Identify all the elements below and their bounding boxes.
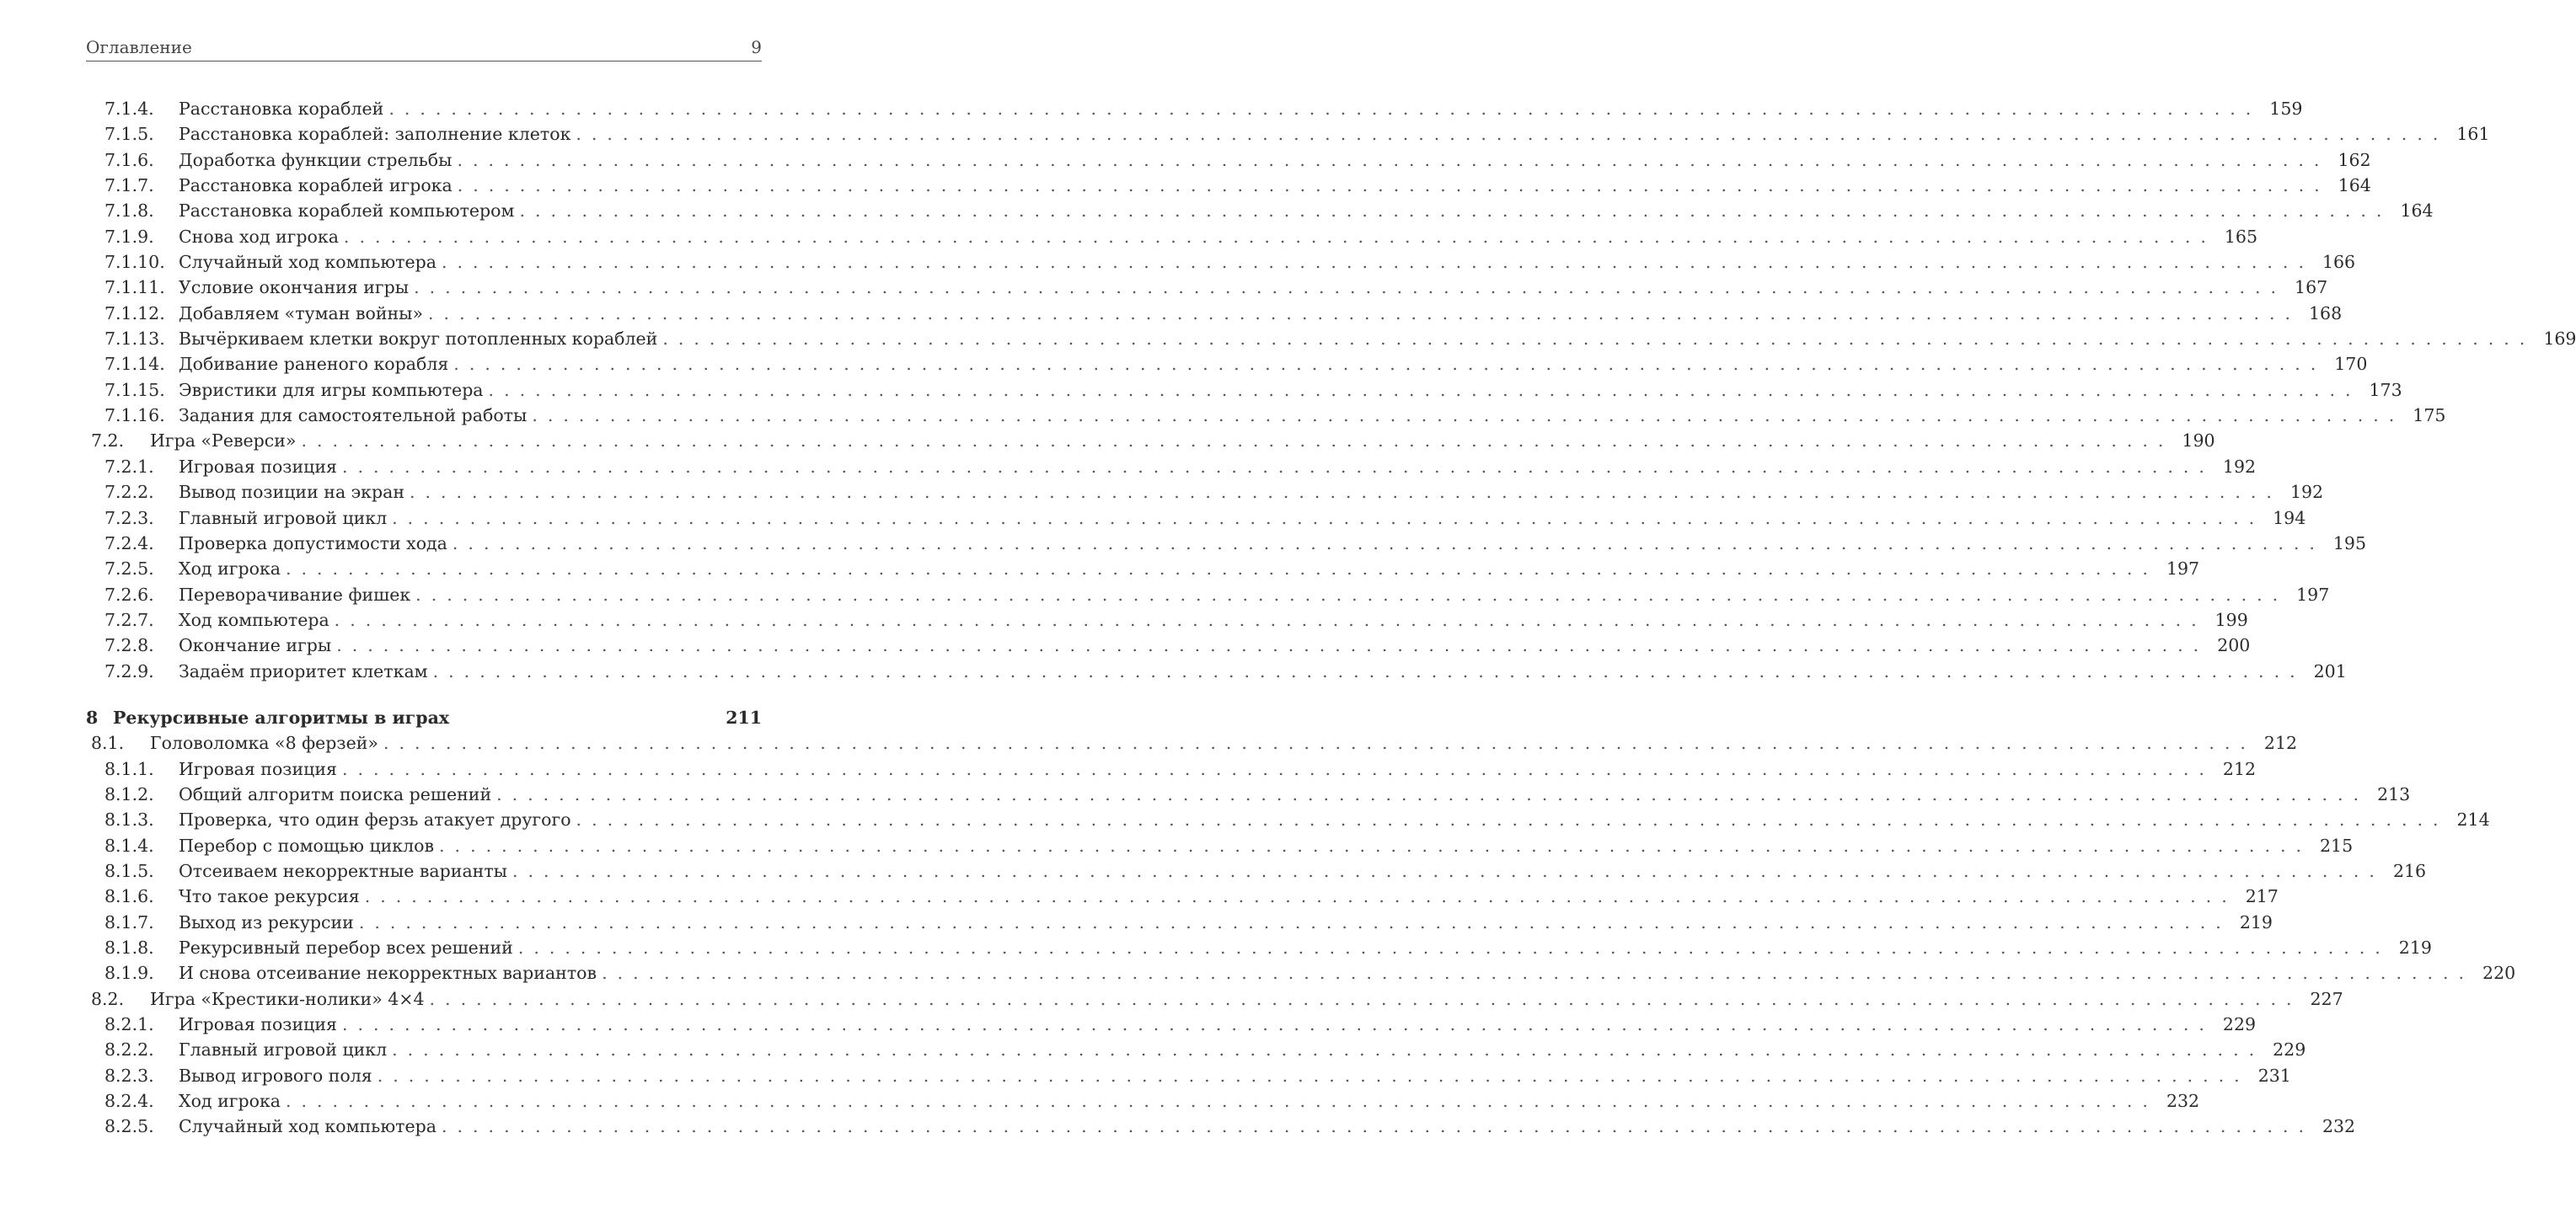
toc-entry-title: Игровая позиция bbox=[179, 454, 342, 479]
toc-entry[interactable] bbox=[86, 479, 2324, 505]
dot-leader: ........................................................................................................................ bbox=[301, 430, 2174, 452]
toc-entry-title: Расстановка кораблей игрока bbox=[179, 173, 458, 198]
toc-entry-number: 8.1.8. bbox=[104, 938, 154, 958]
toc-entry[interactable] bbox=[86, 249, 2356, 275]
toc-entry-body bbox=[179, 121, 2490, 147]
toc-entry-number: 8.1. bbox=[91, 733, 125, 754]
toc-entry-body bbox=[179, 607, 2248, 633]
toc-entry-title: Вывод позиции на экран bbox=[179, 479, 410, 505]
dot-leader: ........................................................................................................................ bbox=[576, 810, 2449, 831]
dot-leader: ........................................................................................................................ bbox=[392, 507, 2265, 528]
toc-entry-page: 212 bbox=[2263, 733, 2298, 754]
toc-entry-title: Игровая позиция bbox=[179, 756, 342, 782]
toc-entry[interactable] bbox=[86, 858, 2427, 884]
dot-leader: ........................................................................................................................ bbox=[414, 277, 2287, 298]
toc-entry-body bbox=[179, 807, 2490, 832]
toc-entry-number: 7.1.14. bbox=[104, 354, 165, 375]
toc-entry-body bbox=[179, 782, 2411, 807]
toc-entry-number: 7.2.4. bbox=[104, 532, 154, 553]
toc-entry-title: Условие окончания игры bbox=[179, 275, 414, 300]
toc-entry[interactable] bbox=[86, 986, 2343, 1012]
dot-leader: ........................................................................................................................ bbox=[364, 886, 2237, 907]
toc-entry-body bbox=[179, 833, 2354, 858]
toc-entry-body bbox=[150, 730, 2298, 756]
toc-entry-page: 170 bbox=[2334, 354, 2368, 375]
toc-entry-page: 164 bbox=[2338, 175, 2371, 196]
toc-entry-number: 8.1.1. bbox=[104, 758, 154, 779]
toc-entry-title: Переворачивание фишек bbox=[179, 582, 415, 607]
toc-entry-number: 7.1.9. bbox=[104, 226, 154, 247]
toc-entry-page: 197 bbox=[2166, 558, 2200, 580]
dot-leader: ........................................................................................................................ bbox=[392, 1039, 2265, 1061]
toc-entry[interactable] bbox=[86, 807, 2490, 832]
running-header bbox=[86, 34, 762, 61]
toc-entry[interactable] bbox=[86, 1012, 2257, 1037]
toc-entry-page: 199 bbox=[2215, 609, 2248, 630]
toc-entry-page: 192 bbox=[2222, 456, 2257, 477]
dot-leader: ........................................................................................................................ bbox=[341, 1014, 2215, 1035]
dot-leader: ........................................................................................................................ bbox=[415, 584, 2289, 605]
toc-entry-page: 231 bbox=[2257, 1065, 2291, 1086]
toc-entry[interactable] bbox=[86, 659, 2347, 684]
toc-entry-number: 8.1.5. bbox=[104, 860, 154, 881]
toc-entry-title: Задания для самостоятельной работы bbox=[179, 403, 532, 428]
toc-entry[interactable] bbox=[86, 633, 2251, 658]
toc-entry-title: Доработка функции стрельбы bbox=[179, 147, 457, 173]
dot-leader: ........................................................................................................................ bbox=[532, 405, 2405, 426]
dot-leader: ........................................................................................................................ bbox=[341, 456, 2215, 477]
toc-entry-title: Задаём приоритет клеткам bbox=[179, 659, 433, 684]
toc-entry-page: 192 bbox=[2289, 482, 2324, 503]
toc-entry-body bbox=[179, 505, 2306, 531]
toc-entry-body bbox=[150, 428, 2215, 453]
dot-leader: ........................................................................................................................ bbox=[409, 482, 2282, 503]
dot-leader: ........................................................................................................................ bbox=[442, 1116, 2314, 1137]
toc-entry-title: Добавляем «туман войны» bbox=[179, 301, 428, 326]
toc-entry-page: 169 bbox=[2543, 329, 2576, 350]
dot-leader: ........................................................................................................................ bbox=[388, 99, 2262, 119]
toc-entry[interactable] bbox=[86, 96, 2303, 121]
toc-entry-number: 7.2.8. bbox=[104, 635, 154, 656]
toc-entry-title: Рекурсивные алгоритмы в играх bbox=[113, 705, 454, 730]
toc-entry-number: 7.1.15. bbox=[104, 379, 165, 400]
toc-entry-body bbox=[179, 884, 2279, 909]
toc-entry[interactable] bbox=[86, 351, 2368, 377]
toc-entry-title: Ход игрока bbox=[179, 1088, 286, 1114]
toc-entry[interactable] bbox=[86, 582, 2330, 607]
toc-entry[interactable] bbox=[86, 454, 2257, 479]
toc-entry-body bbox=[179, 198, 2434, 223]
toc-entry-title: Вычёркиваем клетки вокруг потопленных кораблей bbox=[179, 326, 662, 351]
toc-entry-body bbox=[179, 351, 2368, 377]
toc-entry-body bbox=[179, 1063, 2291, 1088]
toc-entry-title: Выход из рекурсии bbox=[179, 910, 359, 935]
toc-entry-page: 159 bbox=[2269, 99, 2303, 119]
dot-leader: ........................................................................................................................ bbox=[334, 609, 2207, 630]
toc-entry-page: 190 bbox=[2182, 430, 2215, 452]
toc-entry-number: 7.2.7. bbox=[104, 609, 154, 630]
toc-entry-number: 7.1.16. bbox=[104, 405, 165, 426]
toc-entry[interactable] bbox=[86, 198, 2434, 223]
toc-entry-page: 161 bbox=[2456, 124, 2490, 145]
dot-leader: ........................................................................................................................ bbox=[453, 354, 2327, 375]
toc-entry-page: 166 bbox=[2322, 252, 2356, 273]
toc-entry-title: Игровая позиция bbox=[179, 1012, 342, 1037]
toc-entry[interactable] bbox=[86, 505, 2306, 531]
toc-entry-title: Проверка, что один ферзь атакует другого bbox=[179, 807, 576, 832]
toc-entry-number: 7.1.4. bbox=[104, 99, 154, 119]
toc-entry[interactable] bbox=[86, 607, 2248, 633]
table-of-contents bbox=[86, 96, 2576, 1140]
toc-entry-number: 7.2.6. bbox=[104, 584, 154, 605]
toc-entry-title: Ход компьютера bbox=[179, 607, 335, 633]
toc-entry-page: 167 bbox=[2295, 277, 2328, 298]
toc-entry[interactable] bbox=[86, 960, 2516, 986]
toc-entry-number: 7.2.1. bbox=[104, 456, 154, 477]
toc-entry-title: Главный игровой цикл bbox=[179, 1037, 392, 1062]
toc-entry-title: Расстановка кораблей компьютером bbox=[179, 198, 519, 223]
toc-entry-title: Рекурсивный перебор всех решений bbox=[179, 935, 518, 960]
toc-entry-body bbox=[179, 479, 2324, 505]
toc-entry-title: Головоломка «8 ферзей» bbox=[150, 730, 383, 756]
toc-entry-number: 8.1.3. bbox=[104, 810, 154, 831]
toc-entry-page: 227 bbox=[2310, 988, 2343, 1009]
toc-entry[interactable] bbox=[86, 531, 2367, 556]
dot-leader: ........................................................................................................................ bbox=[383, 733, 2256, 754]
toc-entry-title: Добивание раненого корабля bbox=[179, 351, 453, 377]
toc-entry-number: 8.2.2. bbox=[104, 1039, 154, 1061]
toc-entry-title: Игра «Крестики-нолики» 4×4 bbox=[150, 986, 430, 1012]
toc-entry-page: 216 bbox=[2392, 860, 2427, 881]
toc-entry-number: 7.1.5. bbox=[104, 124, 154, 145]
dot-leader: ........................................................................................................................ bbox=[511, 860, 2385, 881]
toc-entry-body bbox=[179, 326, 2576, 351]
toc-entry[interactable] bbox=[86, 1114, 2356, 1139]
toc-entry-number: 7.1.12. bbox=[104, 302, 165, 323]
toc-entry[interactable] bbox=[86, 428, 2215, 453]
toc-entry-title: Ход игрока bbox=[179, 556, 286, 581]
toc-entry-page: 173 bbox=[2369, 379, 2402, 400]
toc-entry[interactable] bbox=[86, 1088, 2200, 1114]
toc-entry-page: 211 bbox=[726, 707, 762, 728]
toc-entry-page: 219 bbox=[2398, 938, 2432, 958]
toc-entry-body bbox=[179, 910, 2273, 935]
running-header-title: Оглавление bbox=[86, 37, 192, 57]
toc-entry-number: 7.2.5. bbox=[104, 558, 154, 580]
toc-entry-page: 220 bbox=[2482, 963, 2516, 984]
dot-leader: ........................................................................................................................ bbox=[285, 1091, 2158, 1112]
toc-entry-title: Снова ход игрока bbox=[179, 224, 344, 249]
toc-entry-body bbox=[179, 454, 2257, 479]
toc-entry-page: 168 bbox=[2309, 302, 2343, 323]
toc-entry-body bbox=[150, 986, 2343, 1012]
toc-entry-page: 195 bbox=[2332, 532, 2367, 553]
toc-entry-title: Вывод игрового поля bbox=[179, 1063, 378, 1088]
toc-entry-number: 7.1.11. bbox=[104, 277, 165, 298]
toc-entry-page: 201 bbox=[2313, 660, 2347, 681]
toc-entry[interactable] bbox=[86, 121, 2490, 147]
toc-entry-body bbox=[179, 1012, 2257, 1037]
toc-entry[interactable] bbox=[86, 301, 2343, 326]
toc-entry[interactable] bbox=[86, 556, 2200, 581]
toc-entry[interactable] bbox=[86, 935, 2432, 960]
toc-entry-page: 215 bbox=[2320, 835, 2354, 856]
page-number: 9 bbox=[751, 37, 762, 57]
toc-entry-title: Общий алгоритм поиска решений bbox=[179, 782, 496, 807]
toc-entry-body bbox=[179, 1114, 2356, 1139]
toc-entry-body bbox=[179, 96, 2303, 121]
toc-entry[interactable] bbox=[86, 403, 2446, 428]
toc-entry[interactable] bbox=[86, 833, 2354, 858]
dot-leader: ........................................................................................................................ bbox=[336, 635, 2209, 656]
toc-entry-body bbox=[113, 705, 762, 730]
toc-entry-number: 7.1.6. bbox=[104, 149, 154, 170]
toc-entry-body bbox=[179, 960, 2516, 986]
toc-entry-title: Расстановка кораблей bbox=[179, 96, 388, 121]
toc-entry-title: Что такое рекурсия bbox=[179, 884, 365, 909]
dot-leader: ........................................................................................................................ bbox=[439, 835, 2311, 856]
toc-entry[interactable] bbox=[86, 730, 2298, 756]
toc-entry-title: Эвристики для игры компьютера bbox=[179, 377, 489, 403]
toc-entry-title: Игра «Реверси» bbox=[150, 428, 301, 453]
toc-entry-title: Проверка допустимости хода bbox=[179, 531, 453, 556]
toc-entry-number: 7.1.10. bbox=[104, 252, 165, 273]
toc-entry-number: 7.2. bbox=[91, 430, 125, 452]
dot-leader: ........................................................................................................................ bbox=[662, 329, 2536, 350]
dot-leader: ........................................................................................................................ bbox=[285, 558, 2158, 580]
toc-entry-body bbox=[179, 633, 2251, 658]
toc-entry[interactable] bbox=[86, 782, 2411, 807]
toc-entry-number: 8.2. bbox=[91, 988, 125, 1009]
toc-entry[interactable] bbox=[86, 326, 2576, 351]
toc-entry[interactable] bbox=[86, 910, 2273, 935]
toc-entry[interactable] bbox=[86, 705, 762, 730]
toc-entry-number: 8 bbox=[86, 707, 99, 728]
toc-entry-page: 164 bbox=[2400, 200, 2434, 222]
toc-entry-body bbox=[179, 659, 2347, 684]
toc-entry-number: 7.2.9. bbox=[104, 660, 154, 681]
dot-leader: ........................................................................................................................ bbox=[519, 200, 2392, 222]
toc-entry-page: 213 bbox=[2377, 783, 2411, 804]
toc-entry-page: 232 bbox=[2322, 1116, 2356, 1137]
dot-leader: ........................................................................................................................ bbox=[576, 124, 2449, 145]
toc-entry-body bbox=[179, 582, 2330, 607]
toc-entry-number: 8.2.4. bbox=[104, 1091, 154, 1112]
toc-entry-number: 7.1.13. bbox=[104, 329, 165, 350]
toc-entry-body bbox=[179, 1088, 2200, 1114]
toc-entry-body bbox=[179, 756, 2257, 782]
toc-entry-title: Случайный ход компьютера bbox=[179, 249, 442, 275]
dot-leader: ........................................................................................................................ bbox=[602, 963, 2475, 984]
toc-entry[interactable] bbox=[86, 377, 2402, 403]
toc-entry-page: 232 bbox=[2166, 1091, 2200, 1112]
toc-entry-body bbox=[179, 403, 2446, 428]
toc-entry-body bbox=[179, 935, 2432, 960]
toc-entry-number: 8.2.3. bbox=[104, 1065, 154, 1086]
toc-entry-body bbox=[179, 531, 2367, 556]
toc-entry-number: 7.2.2. bbox=[104, 482, 154, 503]
toc-entry-title: Расстановка кораблей: заполнение клеток bbox=[179, 121, 576, 147]
toc-entry[interactable] bbox=[86, 1063, 2291, 1088]
toc-entry-page: 165 bbox=[2224, 226, 2258, 247]
toc-entry-title: Случайный ход компьютера bbox=[179, 1114, 442, 1139]
toc-entry-body bbox=[179, 249, 2356, 275]
toc-entry-number: 8.1.6. bbox=[104, 886, 154, 907]
dot-leader: ........................................................................................................................ bbox=[488, 379, 2361, 400]
dot-leader: ........................................................................................................................ bbox=[432, 660, 2306, 681]
toc-entry-page: 194 bbox=[2273, 507, 2306, 528]
toc-entry-number: 8.1.9. bbox=[104, 963, 154, 984]
toc-entry-body bbox=[179, 224, 2258, 249]
dot-leader: ........................................................................................................................ bbox=[341, 758, 2215, 779]
toc-entry-title: Главный игровой цикл bbox=[179, 505, 392, 531]
toc-entry-body bbox=[179, 147, 2371, 173]
toc-entry-page: 229 bbox=[2222, 1014, 2257, 1035]
toc-entry-page: 212 bbox=[2222, 758, 2257, 779]
toc-entry[interactable] bbox=[86, 147, 2371, 173]
toc-entry-title: И снова отсеивание некорректных вариантов bbox=[179, 960, 602, 986]
dot-leader: ........................................................................................................................ bbox=[452, 532, 2325, 553]
toc-entry-page: 175 bbox=[2413, 405, 2446, 426]
toc-entry-body bbox=[179, 556, 2200, 581]
toc-entry-body bbox=[179, 173, 2371, 198]
toc-entry[interactable] bbox=[86, 884, 2279, 909]
toc-entry-body bbox=[179, 858, 2427, 884]
toc-entry-title: Отсеиваем некорректные варианты bbox=[179, 858, 512, 884]
toc-entry[interactable] bbox=[86, 173, 2371, 198]
dot-leader: ........................................................................................................................ bbox=[442, 252, 2314, 273]
toc-entry[interactable] bbox=[86, 1037, 2306, 1062]
toc-entry-number: 8.1.4. bbox=[104, 835, 154, 856]
toc-entry-body bbox=[179, 1037, 2306, 1062]
toc-entry-page: 197 bbox=[2296, 584, 2330, 605]
toc-entry-number: 8.2.5. bbox=[104, 1116, 154, 1137]
toc-entry-number: 7.1.7. bbox=[104, 175, 154, 196]
toc-entry-title: Окончание игры bbox=[179, 633, 336, 658]
dot-leader: ........................................................................................................................ bbox=[429, 988, 2302, 1009]
toc-entry-page: 200 bbox=[2217, 635, 2251, 656]
toc-entry-number: 8.1.7. bbox=[104, 911, 154, 932]
dot-leader: ........................................................................................................................ bbox=[517, 938, 2391, 958]
toc-entry-page: 162 bbox=[2338, 149, 2371, 170]
toc-entry[interactable] bbox=[86, 756, 2257, 782]
toc-entry[interactable] bbox=[86, 275, 2328, 300]
toc-entry-title: Перебор с помощью циклов bbox=[179, 833, 439, 858]
toc-entry-number: 7.1.8. bbox=[104, 200, 154, 222]
toc-entry-number: 8.1.2. bbox=[104, 783, 154, 804]
toc-entry-page: 229 bbox=[2273, 1039, 2306, 1061]
dot-leader: ........................................................................................................................ bbox=[358, 911, 2231, 932]
dot-leader: ........................................................................................................................ bbox=[343, 226, 2216, 247]
dot-leader: ........................................................................................................................ bbox=[496, 783, 2370, 804]
dot-leader: ........................................................................................................................ bbox=[457, 149, 2330, 170]
dot-leader: ........................................................................................................................ bbox=[377, 1065, 2250, 1086]
toc-entry-page: 217 bbox=[2245, 886, 2279, 907]
toc-entry-body bbox=[179, 275, 2328, 300]
dot-leader: ........................................................................................................................ bbox=[428, 302, 2300, 323]
toc-entry-page: 214 bbox=[2456, 810, 2490, 831]
toc-entry-number: 7.2.3. bbox=[104, 507, 154, 528]
toc-entry-body bbox=[179, 301, 2343, 326]
toc-entry-number: 8.2.1. bbox=[104, 1014, 154, 1035]
toc-entry-body bbox=[179, 377, 2402, 403]
dot-leader: ........................................................................................................................ bbox=[457, 175, 2330, 196]
toc-entry-page: 219 bbox=[2239, 911, 2273, 932]
toc-entry[interactable] bbox=[86, 224, 2258, 249]
